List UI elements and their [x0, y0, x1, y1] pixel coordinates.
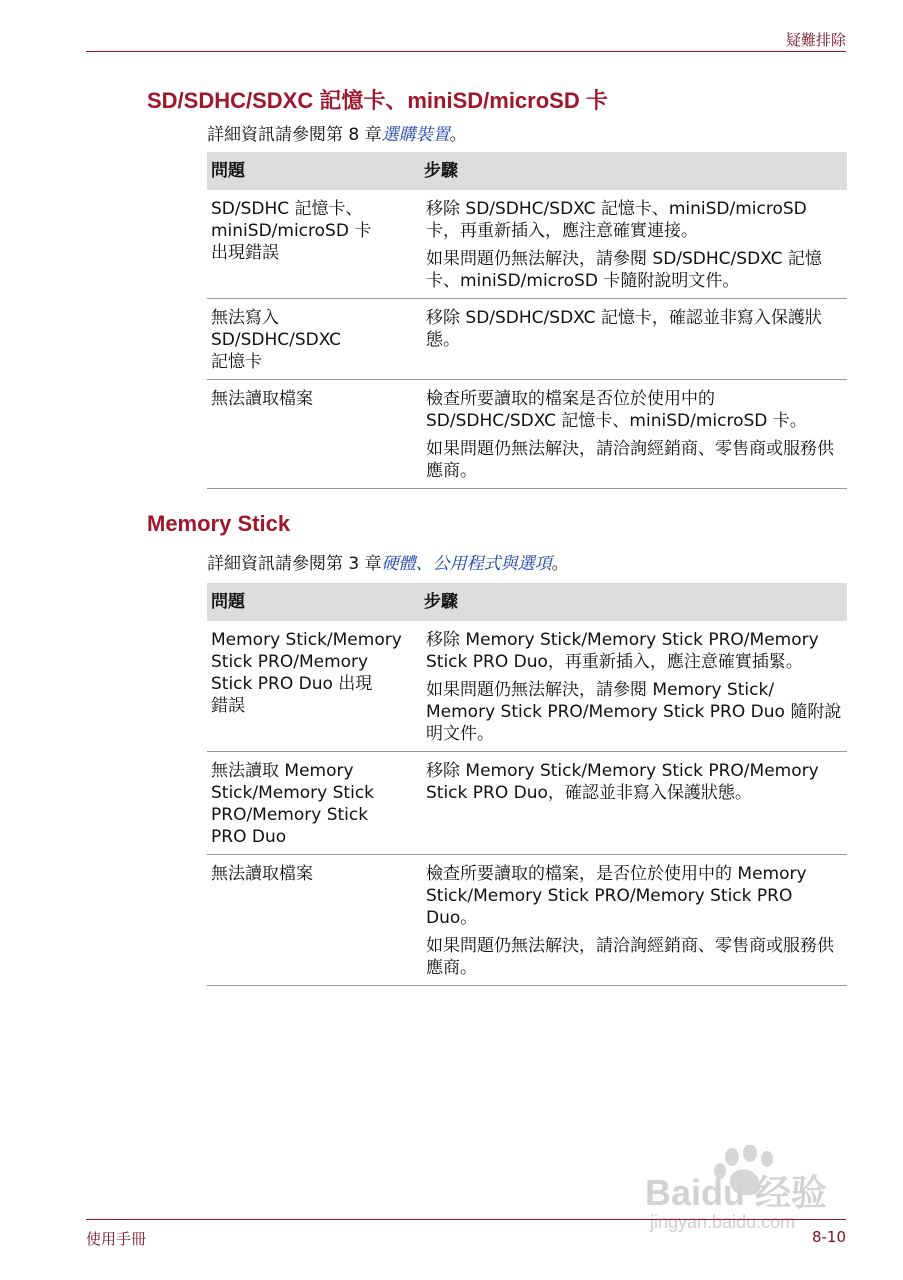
issue-cell	[207, 380, 420, 489]
step-paragraph: 如果問題仍無法解決，請參閱 SD/SDHC/SDXC 記憶卡、miniSD/microSD 卡隨附說明文件。	[426, 249, 822, 291]
column-header-steps: 步驟	[420, 152, 847, 190]
intro-text: 詳細資訊請參閱第 8 章	[207, 125, 382, 145]
step-paragraph: 檢查所要讀取的檔案是否位於使用中的 SD/SDHC/SDXC 記憶卡、miniSD/microSD 卡。	[426, 389, 807, 431]
step-paragraph: 如果問題仍無法解決，請洽詢經銷商、零售商或服務供應商。	[426, 439, 834, 481]
section-heading-sd: SD/SDHC/SDXC 記憶卡、miniSD/microSD 卡	[147, 88, 608, 113]
step-paragraph: 檢查所要讀取的檔案，是否位於使用中的 Memory Stick/Memory Stick PRO/Memory Stick PRO Duo。	[426, 864, 807, 928]
step-paragraph: 如果問題仍無法解決，請參閱 Memory Stick/ Memory Stick PRO/Memory Stick PRO Duo 隨附說明文件。	[426, 680, 842, 744]
issue-line: Memory Stick/Memory	[211, 630, 402, 650]
issue-cell	[207, 855, 420, 986]
table-row	[207, 752, 847, 855]
steps-cell	[420, 855, 847, 986]
watermark-url: jingyan.baidu.com	[650, 1212, 796, 1232]
step-paragraph: 如果問題仍無法解決，請洽詢經銷商、零售商或服務供應商。	[426, 936, 834, 978]
column-header-issue: 問題	[207, 152, 420, 190]
page-number: 8-10	[811, 1228, 846, 1246]
intro-sd	[207, 120, 467, 145]
issue-line: 記憶卡	[211, 352, 262, 372]
intro-end: 。	[449, 125, 467, 145]
steps-cell	[420, 190, 847, 299]
issue-line: 無法寫入	[211, 308, 279, 328]
table-row	[207, 190, 847, 299]
intro-memory-stick	[207, 549, 569, 574]
issue-line: 出現錯誤	[211, 243, 279, 263]
footer-manual-title: 使用手冊	[86, 1230, 147, 1248]
table-row	[207, 621, 847, 752]
issue-cell	[207, 190, 420, 299]
issue-line: 無法讀取檔案	[211, 389, 313, 409]
issue-line: 無法讀取檔案	[211, 864, 313, 884]
issue-line: 錯誤	[211, 696, 245, 716]
intro-end: 。	[551, 554, 569, 574]
table-memory-stick	[207, 583, 847, 986]
step-paragraph: 移除 Memory Stick/Memory Stick PRO/Memory Stick PRO Duo，再重新插入，應注意確實插緊。	[426, 630, 819, 672]
running-header-title: 疑難排除	[785, 31, 846, 49]
footer-rule	[86, 1219, 846, 1220]
table-row	[207, 855, 847, 986]
column-header-steps: 步驟	[420, 583, 847, 621]
issue-line: 無法讀取 Memory	[211, 761, 354, 781]
steps-cell	[420, 299, 847, 380]
header-rule	[86, 51, 846, 52]
steps-cell	[420, 621, 847, 752]
step-paragraph: 移除 Memory Stick/Memory Stick PRO/Memory Stick PRO Duo，確認並非寫入保護狀態。	[426, 761, 819, 803]
intro-link-hardware-utilities[interactable]: 硬體、公用程式與選項	[381, 554, 552, 574]
issue-line: SD/SDHC/SDXC	[211, 330, 342, 350]
table-row	[207, 299, 847, 380]
section-heading-memory-stick: Memory Stick	[147, 511, 291, 536]
issue-line: miniSD/microSD 卡	[211, 221, 372, 241]
steps-cell	[420, 380, 847, 489]
issue-line: PRO/Memory Stick	[211, 805, 369, 825]
issue-line: SD/SDHC 記憶卡、	[211, 199, 363, 219]
step-paragraph: 移除 SD/SDHC/SDXC 記憶卡，確認並非寫入保護狀態。	[426, 308, 822, 350]
step-paragraph: 移除 SD/SDHC/SDXC 記憶卡、miniSD/microSD 卡，再重新插入，應注意確實連接。	[426, 199, 807, 241]
steps-cell	[420, 752, 847, 855]
watermark-brand: Baidu 经验	[645, 1172, 828, 1213]
table-sd	[207, 152, 847, 489]
issue-cell	[207, 621, 420, 752]
issue-line: PRO Duo	[211, 827, 287, 847]
column-header-issue: 問題	[207, 583, 420, 621]
issue-cell	[207, 752, 420, 855]
table-row	[207, 380, 847, 489]
issue-line: Stick/Memory Stick	[211, 783, 375, 803]
intro-link-optional-devices[interactable]: 選購裝置	[381, 125, 450, 145]
issue-cell	[207, 299, 420, 380]
issue-line: Stick PRO Duo 出現	[211, 674, 373, 694]
intro-text: 詳細資訊請參閱第 3 章	[207, 554, 382, 574]
issue-line: Stick PRO/Memory	[211, 652, 369, 672]
